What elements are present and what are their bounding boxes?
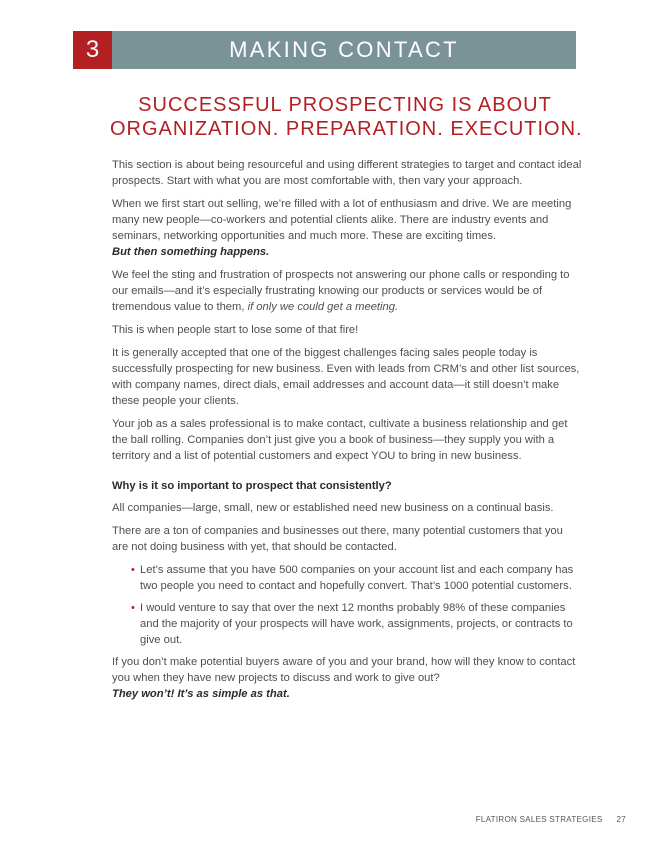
paragraph-your-job: Your job as a sales professional is to make contact, cultivate a business relationship and get the ball rolling. Companies don’t just give you a book of business—they supply you with a territory and a list of potential customers and expect YOU to bring in new business. xyxy=(112,418,568,462)
page-number: 27 xyxy=(616,815,626,824)
headline-line-1: SUCCESSFUL PROSPECTING IS ABOUT xyxy=(138,94,552,116)
chapter-title: MAKING CONTACT xyxy=(229,37,459,62)
paragraph-closing-text: If you don’t make potential buyers aware of you and your brand, how will they know to contact you when they have new projects to discuss and work to give out? xyxy=(112,656,576,684)
subheading-why-prospect: Why is it so important to prospect that consistently? xyxy=(112,480,392,492)
paragraph-enthusiasm-text: When we first start out selling, we’re filled with a lot of enthusiasm and drive. We are meeting many new people—co-workers and potential clients alike. There are industry events and seminars, networking opportunities and much more. These are exciting times. xyxy=(112,198,572,242)
body-content xyxy=(112,157,582,709)
bullet-item xyxy=(112,562,582,594)
paragraph-closing xyxy=(112,654,582,702)
headline-line-2: ORGANIZATION. PREPARATION. EXECUTION. xyxy=(110,118,583,140)
paragraph-enthusiasm xyxy=(112,196,582,260)
italic-meeting: if only we could get a meeting. xyxy=(247,301,399,313)
emphasis-closing: They won’t! It’s as simple as that. xyxy=(112,688,290,700)
footer-label: FLATIRON SALES STRATEGIES xyxy=(475,815,603,824)
chapter-number: 3 xyxy=(73,31,112,69)
paragraph-all-companies: All companies—large, small, new or established need new business on a continual basis. xyxy=(112,502,554,514)
paragraph-intro: This section is about being resourceful and using different strategies to target and contact ideal prospects. Start with what you are most comfortable with, then vary your approach. xyxy=(112,159,582,187)
bullet-text: Let’s assume that you have 500 companies on your account list and each company has two people you need to contact and hopefully convert. That’s 1000 potential customers. xyxy=(140,564,574,592)
paragraph-frustration xyxy=(112,267,582,315)
page-footer xyxy=(430,815,626,824)
bullet-item xyxy=(112,600,582,648)
bullet-dot-icon: • xyxy=(131,564,135,576)
bullet-dot-icon: • xyxy=(131,602,135,614)
bullet-text: I would venture to say that over the next 12 months probably 98% of these companies and the majority of your prospects will have work, assignments, projects, or contracts to give out. xyxy=(140,602,573,646)
emphasis-something-happens: But then something happens. xyxy=(112,246,270,258)
paragraph-ton-of-companies: There are a ton of companies and businesses out there, many potential customers that you are not doing business with yet, that should be contacted. xyxy=(112,525,563,553)
paragraph-challenges: It is generally accepted that one of the biggest challenges facing sales people today is successfully prospecting for new business. Even with leads from CRM’s and other list sources, with company names, direct dials, email addresses and account data—it still doesn’t make these people your clients. xyxy=(112,347,580,407)
section-headline xyxy=(110,93,583,141)
paragraph-frustration-text: We feel the sting and frustration of prospects not answering our phone calls or responding to our emails—and it’s especially frustrating knowing our products or services would be of tremendous value to them, xyxy=(112,269,570,313)
bullet-list xyxy=(112,562,582,648)
paragraph-lose-fire: This is when people start to lose some of that fire! xyxy=(112,324,359,336)
